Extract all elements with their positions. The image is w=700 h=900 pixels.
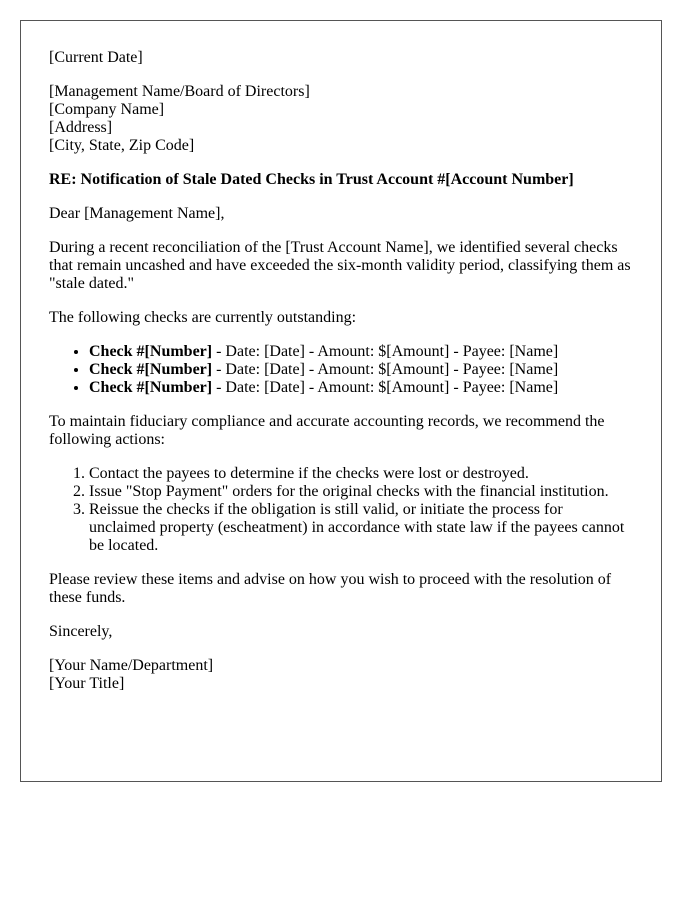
salutation: Dear [Management Name], bbox=[49, 205, 225, 222]
checks-intro: The following checks are currently outstanding: bbox=[49, 309, 357, 326]
intro-paragraph: During a recent reconciliation of the [Trust Account Name], we identified several checks that remain uncashed and have exceeded the six-month validity period, classifying them as "stale dated." bbox=[49, 239, 631, 292]
check-item bbox=[89, 343, 633, 361]
action-item: 2. Issue "Stop Payment" orders for the original checks with the financial institution. bbox=[89, 483, 633, 501]
closing-request: Please review these items and advise on how you wish to proceed with the resolution of these funds. bbox=[49, 571, 612, 606]
company-name: [Company Name] bbox=[49, 101, 165, 118]
check-label: Check #[Number] bbox=[89, 361, 213, 378]
check-details: - Date: [Date] - Amount: $[Amount] - Payee: [Name] bbox=[212, 379, 559, 396]
subject-text: RE: Notification of Stale Dated Checks in Trust Account #[Account Number] bbox=[49, 171, 574, 188]
sender-name: [Your Name/Department] bbox=[49, 657, 214, 674]
recipient-address bbox=[49, 83, 633, 155]
check-label: Check #[Number] bbox=[89, 379, 213, 396]
checks-list bbox=[49, 343, 633, 397]
action-item: 3. Reissue the checks if the obligation is still valid, or initiate the process for unclaimed property (escheatment) in accordance with state law if the payees cannot be located. bbox=[89, 501, 633, 555]
actions-list bbox=[49, 465, 633, 555]
sender-title: [Your Title] bbox=[49, 675, 125, 692]
closing: Sincerely, bbox=[49, 623, 113, 640]
check-item bbox=[89, 361, 633, 379]
check-item bbox=[89, 379, 633, 397]
subject bbox=[49, 171, 633, 189]
letter bbox=[20, 20, 662, 782]
date: [Current Date] bbox=[49, 49, 143, 66]
check-details: - Date: [Date] - Amount: $[Amount] - Payee: [Name] bbox=[212, 361, 559, 378]
actions-intro: To maintain fiduciary compliance and accurate accounting records, we recommend the following actions: bbox=[49, 413, 605, 448]
address: [Address] bbox=[49, 119, 113, 136]
city-state-zip: [City, State, Zip Code] bbox=[49, 137, 195, 154]
check-details: - Date: [Date] - Amount: $[Amount] - Payee: [Name] bbox=[212, 343, 559, 360]
check-label: Check #[Number] bbox=[89, 343, 213, 360]
signature bbox=[49, 657, 633, 693]
action-item: 1. Contact the payees to determine if the checks were lost or destroyed. bbox=[89, 465, 633, 483]
recipient-name: [Management Name/Board of Directors] bbox=[49, 83, 310, 100]
